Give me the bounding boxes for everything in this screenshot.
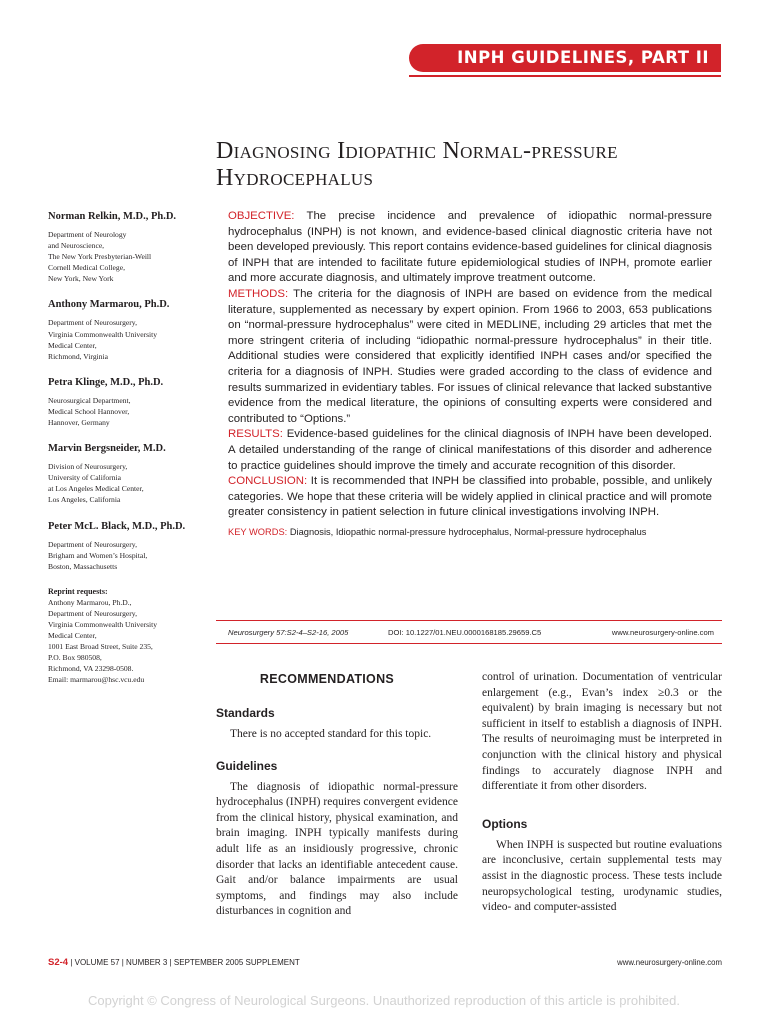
page-number: S2-4 [48, 957, 69, 968]
continued-text: control of urination. Documentation of ventricular enlargement (e.g., Evan’s index ≥0.3 or the equivalent) by brain imaging is necessary but not sufficient in itself to establish a diagnosis of INPH. The results of neuroimaging must be interpreted in conjunction with the clinical history and physical findings to accurately diagnose INPH and differentiate it from other disorders. [482, 671, 722, 793]
affiliation-line: The New York Presbyterian-Weill [48, 252, 152, 262]
body-column-right [482, 670, 722, 916]
affiliation-line: Richmond, Virginia [48, 351, 109, 361]
affiliation-line: Division of Neurosurgery, [48, 462, 128, 472]
footer-issue [48, 957, 300, 968]
options-heading: Options [482, 816, 528, 831]
title-line-2: Hydrocephalus [216, 165, 374, 191]
title-line-1: Diagnosing Idiopathic Normal-pressure [216, 138, 618, 164]
affiliation-line: New York, New York [48, 274, 114, 284]
affiliation-line: Department of Neurology [48, 230, 127, 239]
affiliation-line: Cornell Medical College, [48, 263, 125, 273]
conclusion-text: It is recommended that INPH be classified into probable, possible, and unlikely categories. We hope that these criteria will be widely applied in clinical practice and will promote greater consistency in patient selection in future clinical investigations involving INPH. [228, 475, 712, 519]
author-block [48, 520, 198, 572]
author-affiliation [48, 395, 198, 428]
results-text: Evidence-based guidelines for the clinical diagnosis of INPH have been developed. A detailed understanding of the range of clinical manifestations of this disorder and adherence to practice guidelines should improve the timely and accurate recognition of this disorder. [228, 428, 712, 472]
reprint-line: Richmond, VA 23298-0508. [48, 664, 134, 674]
abstract-results [228, 427, 712, 474]
affiliation-line: Brigham and Women’s Hospital, [48, 550, 148, 560]
reprint-line: 1001 East Broad Street, Suite 235, [48, 642, 153, 652]
abstract [228, 209, 712, 539]
guidelines-heading: Guidelines [216, 758, 278, 773]
conclusion-label: CONCLUSION: [228, 475, 308, 488]
methods-label: METHODS: [228, 287, 289, 300]
recommendations-heading: RECOMMENDATIONS [259, 672, 395, 686]
citation-url[interactable]: www.neurosurgery-online.com [611, 628, 714, 637]
affiliation-line: Neurosurgical Department, [48, 395, 131, 405]
objective-label: OBJECTIVE: [228, 210, 295, 222]
reprint-title: Reprint requests: [48, 586, 108, 596]
affiliation-line: Los Angeles, California [48, 495, 121, 505]
author-affiliation [48, 317, 198, 361]
section-banner [409, 44, 721, 72]
author-block [48, 442, 198, 505]
affiliation-line: Department of Neurosurgery, [48, 539, 137, 549]
reprint-line: P.O. Box 980508, [48, 653, 102, 663]
author-name: Marvin Bergsneider, M.D. [48, 443, 166, 455]
standards-text: There is no accepted standard for this topic. [230, 728, 432, 740]
affiliation-line: Department of Neurosurgery, [48, 318, 137, 328]
abstract-objective [228, 209, 712, 287]
footer-url[interactable]: www.neurosurgery-online.com [617, 958, 722, 967]
options-text: When INPH is suspected but routine evaluations are inconclusive, certain supplemental tests may assist in the diagnostic process. These tests include neuropsychological testing, urodynamic studies, video- and computer-assisted [482, 838, 722, 914]
affiliation-line: Medical School Hannover, [48, 406, 130, 416]
citation-doi: DOI: 10.1227/01.NEU.0000168185.29659.C5 [388, 628, 542, 637]
affiliation-line: and Neuroscience, [48, 241, 105, 251]
reprint-line: Virginia Commonwealth University [48, 619, 158, 629]
banner-title: INPH GUIDELINES, PART II [457, 48, 709, 67]
spacer [482, 795, 722, 817]
author-affiliation [48, 229, 198, 284]
keywords [228, 525, 712, 539]
affiliation-line: Medical Center, [48, 340, 97, 350]
reprint-email: Email: marmarou@hsc.vcu.edu [48, 675, 145, 685]
reprint-line: Department of Neurosurgery, [48, 608, 137, 618]
affiliation-line: Hannover, Germany [48, 418, 110, 428]
methods-text: The criteria for the diagnosis of INPH are based on evidence from the medical literature, supplemented as necessary by expert opinion. From 1966 to 2003, 653 publications on “normal-pressure hydrocephalus” were cited in MEDLINE, including 29 articles that met the more stringent criteria of including “idiopathic normal-pressure hydrocephalus” in their title. Additional studies were considered that explicitly identified INPH cases and/or specified the criteria for a diagnosis of INPH. Studies were graded according to the class of evidence and results summarized in evidentiary tables. For issues of clinical relevance that lacked substantive evidence from the medical literature, the opinions of consulting experts were considered and contributed to “Options.” [228, 287, 713, 425]
author-affiliation [48, 539, 198, 572]
reprint-requests [48, 586, 198, 686]
citation-journal: Neurosurgery 57:S2-4–S2-16, 2005 [228, 628, 349, 637]
affiliation-line: at Los Angeles Medical Center, [48, 484, 144, 494]
author-sidebar [48, 210, 198, 686]
author-block [48, 210, 198, 284]
reprint-line: Medical Center, [48, 631, 97, 641]
reprint-line: Anthony Marmarou, Ph.D., [48, 597, 132, 607]
author-name: Peter McL. Black, M.D., Ph.D. [48, 520, 186, 532]
author-affiliation [48, 461, 198, 505]
affiliation-line: Boston, Massachusetts [48, 561, 118, 571]
standards-heading: Standards [216, 706, 275, 720]
author-name: Anthony Marmarou, Ph.D. [48, 299, 170, 311]
author-block [48, 376, 198, 428]
citation-rule-bottom [216, 643, 722, 644]
abstract-methods [228, 287, 712, 427]
article-title [216, 138, 716, 192]
issue-info: | VOLUME 57 | NUMBER 3 | SEPTEMBER 2005 SUPPLEMENT [70, 958, 300, 967]
body-column-left [216, 670, 458, 920]
copyright-watermark: Copyright © Congress of Neurological Surgeons. Unauthorized reproduction of this article is prohibited. [87, 993, 680, 1008]
author-block [48, 298, 198, 361]
guidelines-text: The diagnosis of idiopathic normal-pressure hydrocephalus (INPH) requires convergent evidence from the clinical history, physical examination, and brain imaging. INPH typically manifests during adult life as an insidiously progressive, chronic disorder that lacks an identifiable antecedent cause. Gait and/or balance impairments are usual symptoms, and findings may also include disturbances in cognition and [216, 780, 458, 918]
objective-text: The precise incidence and prevalence of idiopathic normal-pressure hydrocephalus (INPH) is not known, and evidence-based clinical diagnostic criteria have not been developed previously. This report contains evidence-based guidelines for clinical diagnosis of INPH that are intended to facilitate future epidemiological studies of INPH, promote earlier and more accurate diagnosis, and ultimately improve treatment outcome. [228, 210, 712, 285]
keywords-text: Diagnosis, Idiopathic normal-pressure hydrocephalus, Normal-pressure hydrocephalus [289, 526, 647, 537]
abstract-conclusion [228, 474, 712, 521]
citation-rule-top [216, 620, 722, 621]
affiliation-line: Virginia Commonwealth University [48, 329, 158, 339]
results-label: RESULTS: [228, 428, 283, 441]
affiliation-line: University of California [48, 473, 121, 483]
spacer [216, 743, 458, 759]
author-name: Norman Relkin, M.D., Ph.D. [48, 211, 177, 222]
banner-rule [409, 75, 721, 77]
keywords-label: KEY WORDS: [228, 526, 288, 537]
author-name: Petra Klinge, M.D., Ph.D. [48, 376, 164, 388]
